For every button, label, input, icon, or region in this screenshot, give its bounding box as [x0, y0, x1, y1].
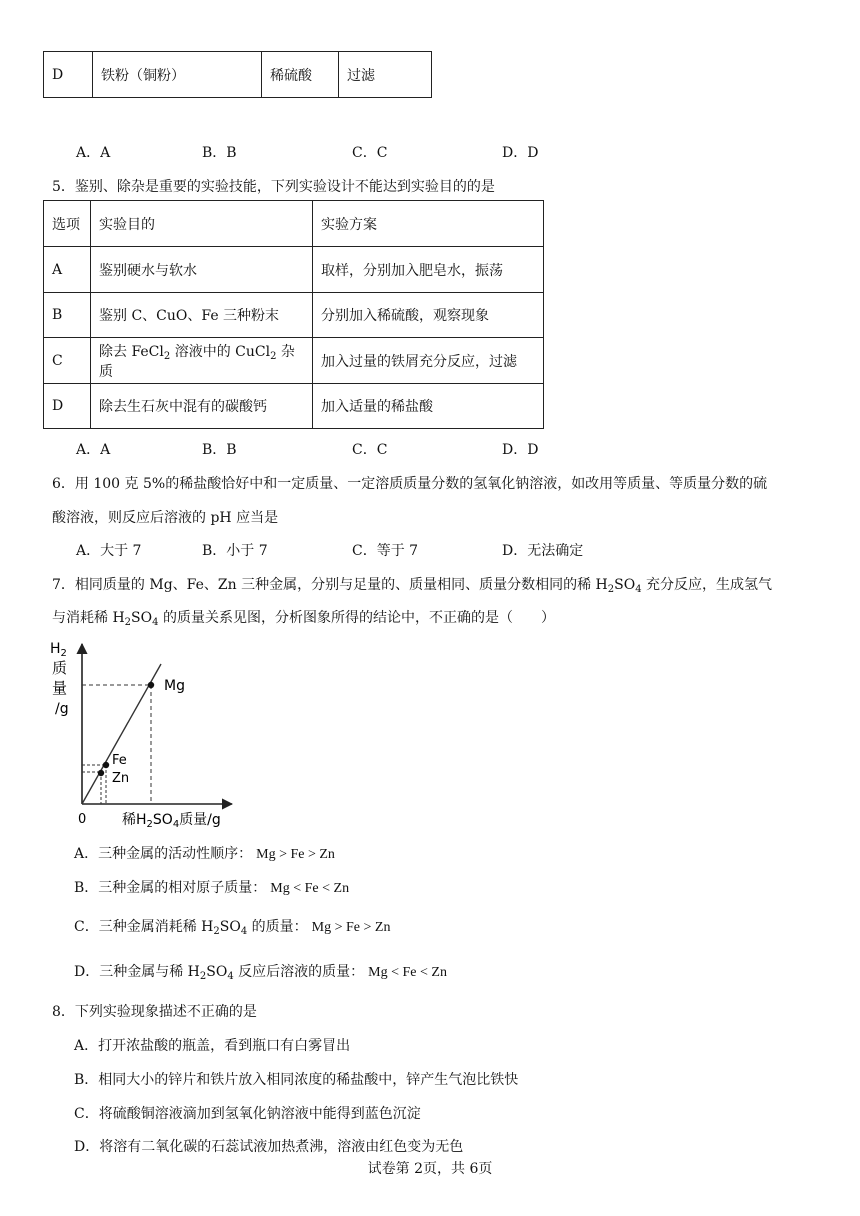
x-label-sub: 4 [172, 819, 180, 830]
subscript: 4 [635, 584, 642, 595]
option-text: A．三种金属的活动性顺序： [74, 846, 253, 862]
option-text: 反应后溶液的质量： [233, 964, 365, 980]
y-label-sub: 2 [60, 648, 67, 659]
q8-option-a[interactable]: A．打开浓盐酸的瓶盖，看到瓶口有白雾冒出 [74, 1038, 351, 1054]
subscript: 2 [607, 584, 615, 595]
q6-line1: 6．用 100 克 5%的稀盐酸恰好中和一定质量、一定溶质质量分数的氢氧化钠溶液，如改用等质量、等质量分数的硫 [52, 476, 768, 492]
option-expr: Mg < Fe < Zn [368, 965, 447, 980]
subscript: 2 [213, 926, 220, 937]
q4-options [76, 142, 796, 162]
page-footer: 试卷第 2页，共 6页 [367, 1161, 493, 1177]
option-b[interactable]: B．B [202, 442, 237, 458]
goal-text: 除去 FeCl [99, 343, 164, 360]
table-cell: 加入过量的铁屑充分反应，过滤 [313, 338, 544, 384]
q5-table [43, 200, 544, 429]
header-cell: 选项 [44, 201, 91, 247]
point-zn [98, 770, 104, 776]
option-text: B．三种金属的相对原子质量： [74, 880, 267, 896]
table-cell: 加入适量的稀盐酸 [313, 384, 544, 429]
point-fe [103, 762, 109, 768]
q8-option-c[interactable]: C．将硫酸铜溶液滴加到氢氧化钠溶液中能得到蓝色沉淀 [74, 1106, 421, 1122]
goal-text: 杂质 [99, 343, 295, 380]
q7-text: 的质量关系见图，分析图象所得的结论中，不正确的是（ ） [158, 610, 555, 626]
table-cell: D [44, 384, 91, 429]
option-a[interactable]: A．大于 7 [76, 543, 142, 559]
table-row [44, 338, 544, 384]
table-header-row [44, 201, 544, 247]
subscript: 2 [124, 617, 132, 628]
option-c[interactable]: C．C [352, 145, 388, 161]
table-cell: 稀硫酸 [262, 52, 339, 98]
q6-line2: 酸溶液，则反应后溶液的 pH 应当是 [52, 510, 279, 526]
label-fe: Fe [112, 753, 127, 768]
option-c[interactable]: C．C [352, 442, 388, 458]
table-cell: 取样，分别加入肥皂水，振荡 [313, 247, 544, 293]
q8-option-b[interactable]: B．相同大小的锌片和铁片放入相同浓度的稀盐酸中，锌产生气泡比铁快 [74, 1072, 519, 1088]
option-text: 的质量： [247, 919, 308, 935]
q7-text: 与消耗稀 H [52, 610, 125, 626]
option-d[interactable]: D．D [502, 145, 539, 161]
option-expr: Mg < Fe < Zn [270, 881, 350, 896]
label-zn: Zn [112, 771, 130, 786]
q8-stem: 8．下列实验现象描述不正确的是 [52, 1004, 257, 1020]
option-c[interactable]: C．等于 7 [352, 543, 419, 559]
x-label-part: 质量/g [179, 812, 221, 828]
table-row [44, 52, 432, 98]
table-cell: 铁粉（铜粉） [93, 52, 262, 98]
table-cell: 鉴别硬水与软水 [91, 247, 313, 293]
q7-text: SO [131, 610, 153, 626]
origin-label: 0 [78, 812, 87, 827]
option-expr: Mg > Fe > Zn [311, 920, 391, 935]
table-cell: A [44, 247, 91, 293]
table-cell: 过滤 [339, 52, 432, 98]
y-label-h: H [50, 641, 61, 657]
q5-stem: 5．鉴别、除杂是重要的实验技能，下列实验设计不能达到实验目的的是 [52, 179, 495, 195]
table-row [44, 247, 544, 293]
option-text: D．三种金属与稀 H [74, 964, 200, 980]
subscript: 4 [227, 971, 234, 982]
table-row [44, 384, 544, 429]
q7-option-c[interactable] [74, 916, 390, 936]
table-row [44, 293, 544, 338]
header-cell: 实验目的 [91, 201, 313, 247]
table-cell: D [44, 52, 93, 98]
table-cell: 鉴别 C、CuO、Fe 三种粉末 [91, 293, 313, 338]
q7-option-a[interactable] [74, 843, 335, 863]
x-label-part: 稀H [122, 812, 147, 828]
table-cell: 除去生石灰中混有的碳酸钙 [91, 384, 313, 429]
y-label-unit: /g [55, 701, 69, 717]
q7-option-b[interactable] [74, 877, 349, 897]
option-d[interactable]: D．无法确定 [502, 543, 584, 559]
q7-graph [40, 636, 240, 836]
header-cell: 实验方案 [313, 201, 544, 247]
q5-options [76, 439, 796, 459]
option-a[interactable]: A．A [76, 442, 111, 458]
y-label-zhi: 质 [52, 659, 68, 677]
subscript: 2 [199, 971, 207, 982]
table-cell: 分别加入稀硫酸，观察现象 [313, 293, 544, 338]
q8-option-d[interactable]: D．将溶有二氧化碳的石蕊试液加热煮沸，溶液由红色变为无色 [74, 1139, 464, 1155]
option-expr: Mg > Fe > Zn [256, 847, 335, 862]
top-table [43, 51, 432, 98]
option-text: C．三种金属消耗稀 H [74, 919, 214, 935]
y-label-h2 [50, 641, 67, 659]
option-b[interactable]: B．B [202, 145, 237, 161]
q7-text: 7．相同质量的 Mg、Fe、Zn 三种金属，分别与足量的、质量相同、质量分数相同的稀 H [52, 577, 608, 593]
q7-line1 [52, 574, 772, 594]
q6-options [76, 540, 796, 560]
option-text: SO [206, 964, 228, 980]
subscript: 2 [163, 350, 171, 362]
q7-line2 [52, 607, 555, 627]
table-cell: C [44, 338, 91, 384]
label-mg: Mg [164, 678, 185, 694]
subscript: 2 [270, 350, 277, 362]
point-mg [148, 682, 154, 688]
q7-text: SO [614, 577, 636, 593]
q7-text: 充分反应，生成氢气 [641, 577, 773, 593]
y-label-liang: 量 [52, 679, 68, 697]
goal-text: 溶液中的 CuCl [170, 343, 271, 360]
x-axis-label [122, 812, 221, 830]
table-cell: B [44, 293, 91, 338]
option-b[interactable]: B．小于 7 [202, 543, 268, 559]
table-cell [91, 338, 313, 384]
subscript: 4 [152, 617, 159, 628]
subscript: 4 [240, 926, 248, 937]
x-label-part: SO [152, 812, 173, 828]
option-a[interactable]: A．A [76, 145, 111, 161]
q7-option-d[interactable] [74, 961, 447, 981]
option-text: SO [219, 919, 241, 935]
option-d[interactable]: D．D [502, 442, 539, 458]
x-label-sub: 2 [146, 819, 153, 830]
